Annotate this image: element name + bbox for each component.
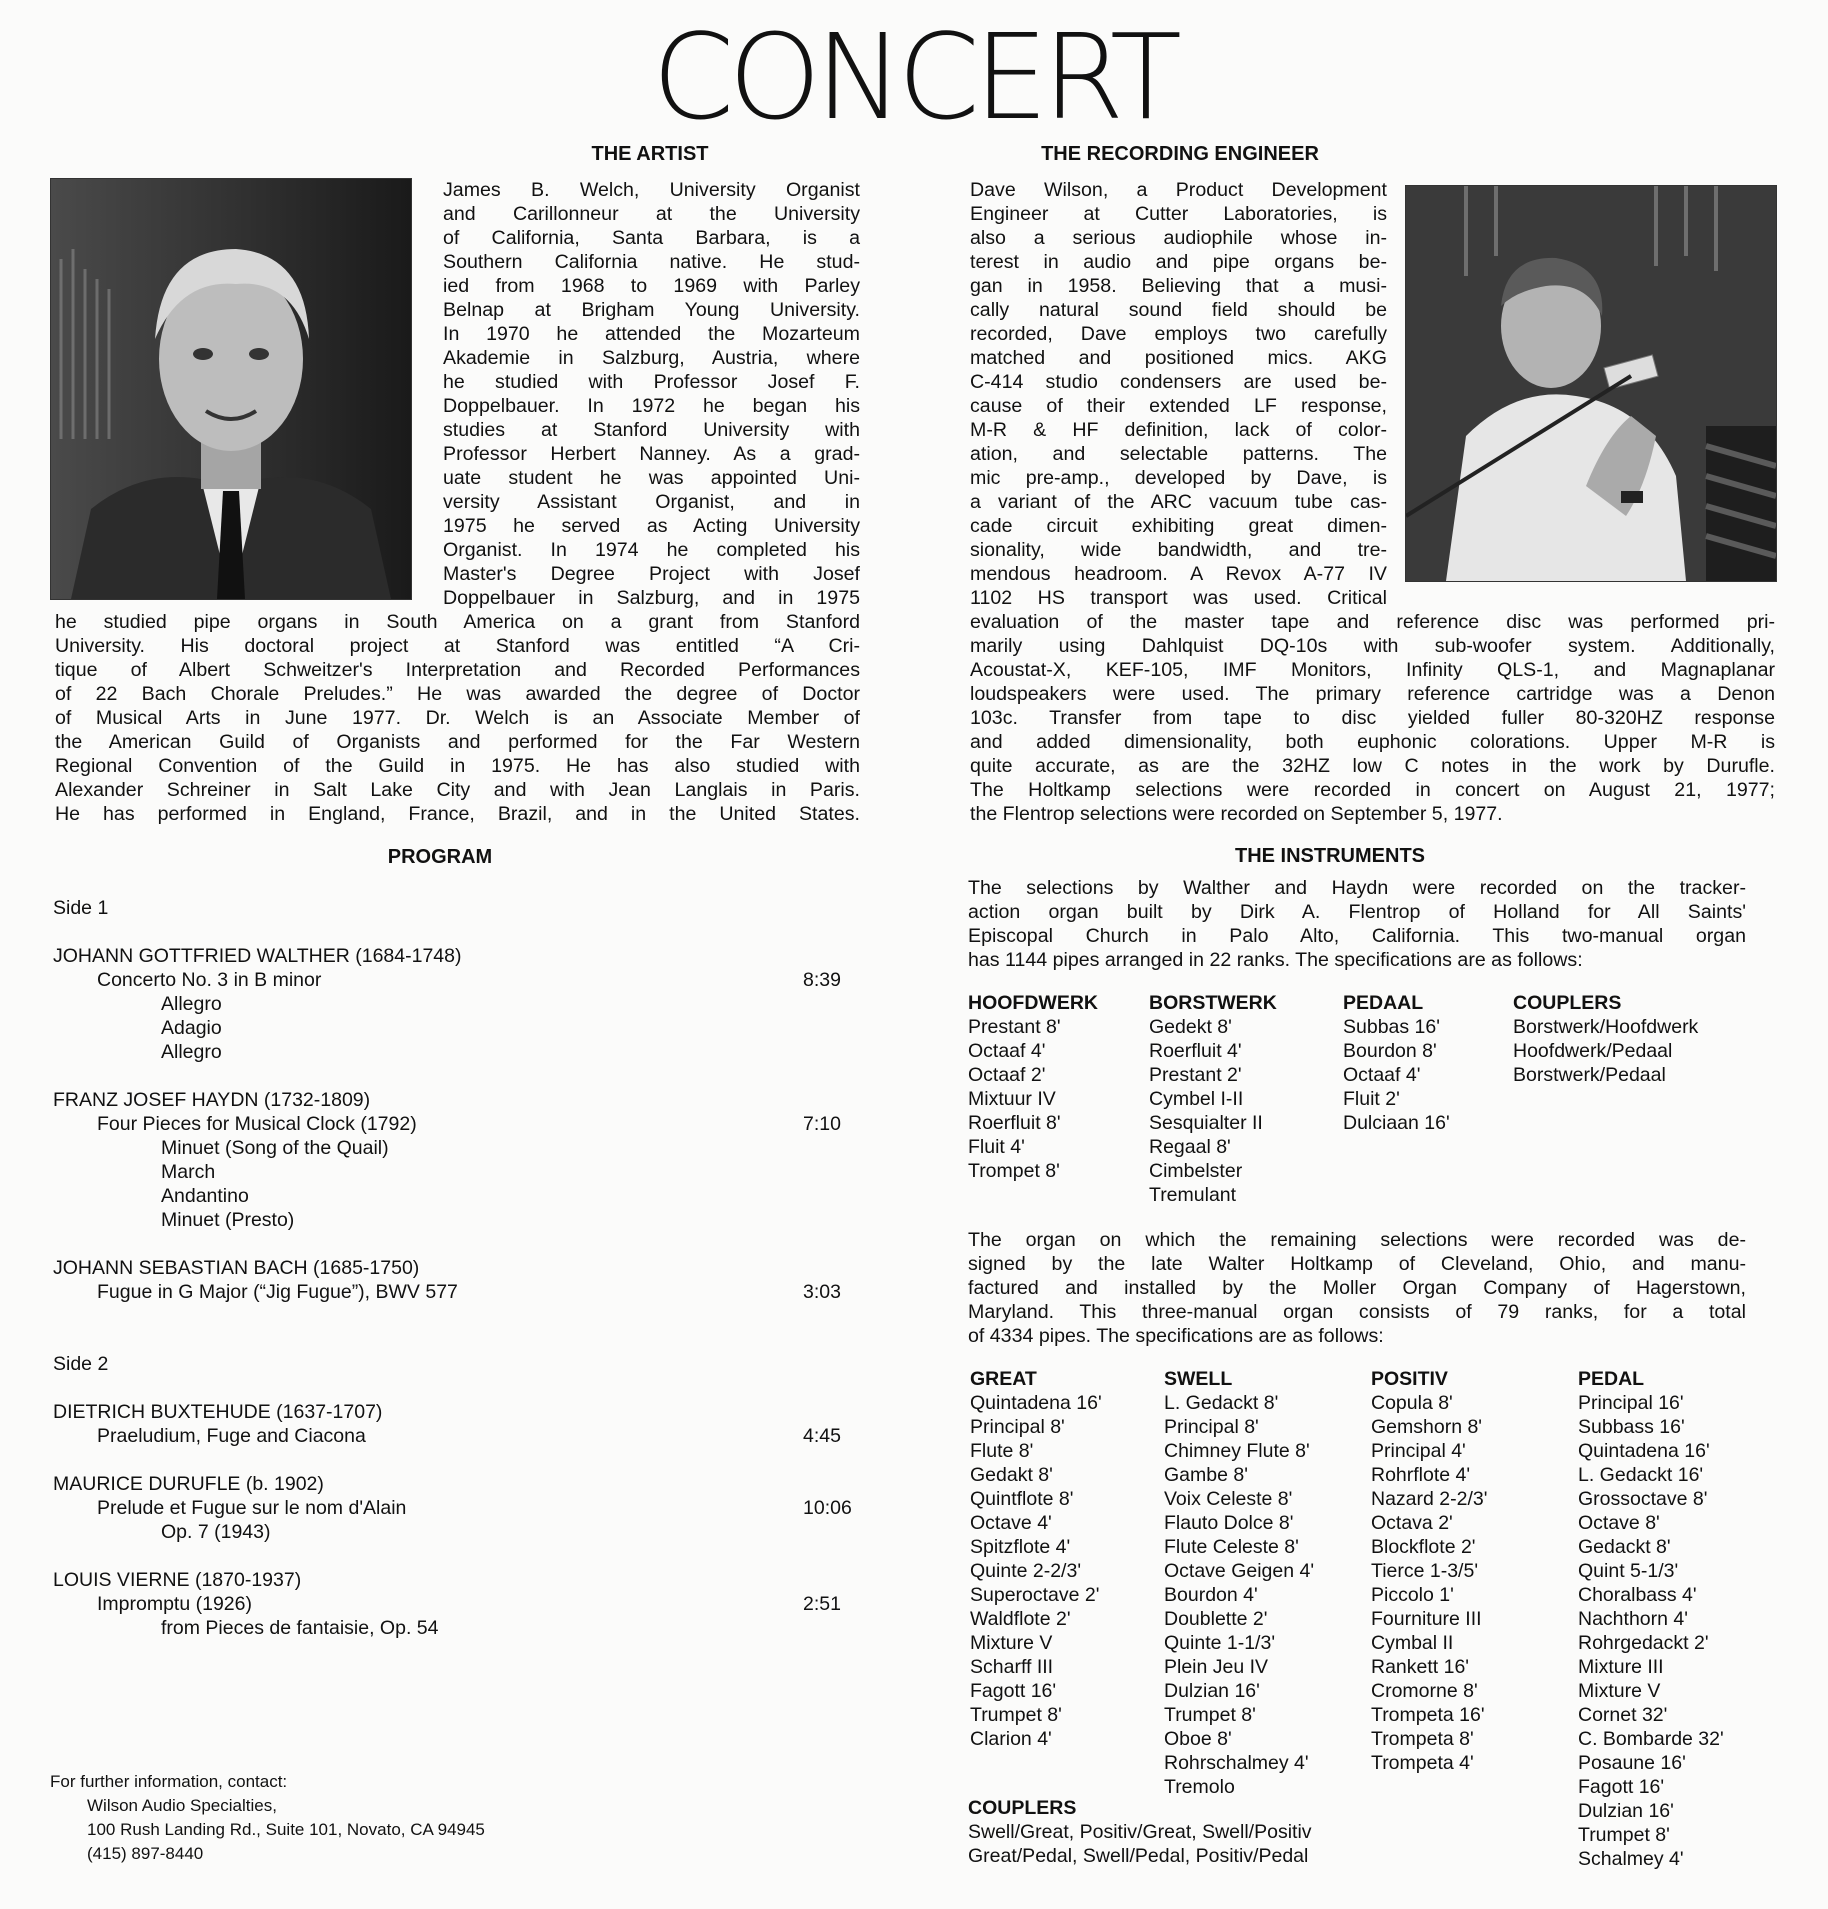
division-hoofdwerk [968, 991, 1098, 1183]
division-couplers [1513, 991, 1698, 1087]
artist-bio-line: Southern California native. He stud- [443, 251, 860, 273]
program-entry-title: Prelude et Fugue sur le nom d'Alain [97, 1497, 407, 1519]
organ-stop: Posaune 16' [1578, 1752, 1686, 1774]
program-entry-title: LOUIS VIERNE (1870-1937) [53, 1569, 302, 1591]
organ-stop: Cymbal II [1371, 1632, 1454, 1654]
flentrop-intro-line: The selections by Walther and Haydn were recorded on the tracker- [968, 877, 1746, 899]
program-entry-title: FRANZ JOSEF HAYDN (1732-1809) [53, 1089, 371, 1111]
organ-stop: Mixture V [970, 1632, 1053, 1654]
program-entry-title: Four Pieces for Musical Clock (1792) [97, 1113, 417, 1135]
program-entry [53, 1616, 873, 1640]
program-entry-duration: 8:39 [803, 969, 841, 991]
concert-logo: CONCERT [652, 8, 1176, 146]
program-entry-title: Op. 7 (1943) [161, 1521, 271, 1543]
organ-stop: Mixture V [1578, 1680, 1661, 1702]
program-entry [53, 1424, 873, 1448]
organ-stop: Cromorne 8' [1371, 1680, 1478, 1702]
holtkamp-intro-line: factured and installed by the Moller Organ Company of Hagerstown, [968, 1277, 1746, 1299]
artist-bio-line: and Carillonneur at the University [443, 203, 860, 225]
organ-stop: L. Gedackt 8' [1164, 1392, 1279, 1414]
organ-stop: Subbas 16' [1343, 1016, 1440, 1038]
artist-bio-line: Akademie in Salzburg, Austria, where [443, 347, 860, 369]
program-entry-title: Fugue in G Major (“Jig Fugue”), BWV 577 [97, 1281, 458, 1303]
program-list [53, 896, 873, 1656]
organ-stop: Principal 8' [970, 1416, 1065, 1438]
artist-bio-line: tique of Albert Schweitzer's Interpretation and Recorded Performances [55, 659, 860, 681]
program-entry-title: Adagio [161, 1017, 222, 1039]
engineer-bio-line: M-R & HF definition, lack of color- [970, 419, 1387, 441]
engineer-bio-line: Engineer at Cutter Laboratories, is [970, 203, 1387, 225]
organ-stop: Tremolo [1164, 1776, 1235, 1798]
organ-stop: Grossoctave 8' [1578, 1488, 1708, 1510]
organ-stop: Trumpet 8' [970, 1704, 1062, 1726]
organ-stop: Regaal 8' [1149, 1136, 1231, 1158]
organ-stop: Mixtuur IV [968, 1088, 1056, 1110]
program-entry [53, 1256, 873, 1280]
organ-stop: Subbass 16' [1578, 1416, 1685, 1438]
engineer-bio-line: cause of their extended LF response, [970, 395, 1387, 417]
program-entry [53, 1112, 873, 1136]
holtkamp-intro-line: of 4334 pipes. The specifications are as follows: [968, 1325, 1384, 1347]
organ-stop: Roerfluit 4' [1149, 1040, 1242, 1062]
program-entry-title: March [161, 1161, 216, 1183]
contact-block [50, 1770, 750, 1866]
program-entry-title: Allegro [161, 1041, 222, 1063]
organ-stop: Gedekt 8' [1149, 1016, 1232, 1038]
program-entry-duration: 10:06 [803, 1497, 852, 1519]
division-heading: GREAT [970, 1368, 1037, 1390]
program-entry-duration: 7:10 [803, 1113, 841, 1135]
program-entry-title: Impromptu (1926) [97, 1593, 252, 1615]
artist-bio-line: versity Assistant Organist, and in [443, 491, 860, 513]
engineer-bio-line: quite accurate, as are the 32HZ low C notes in the work by Durufle. [970, 755, 1775, 777]
organ-stop: Rankett 16' [1371, 1656, 1470, 1678]
engineer-portrait-image [1406, 186, 1776, 581]
organ-stop: Octaaf 4' [1343, 1064, 1421, 1086]
program-entry [53, 1184, 873, 1208]
organ-stop: Trumpet 8' [1164, 1704, 1256, 1726]
organ-stop: Superoctave 2' [970, 1584, 1100, 1606]
artist-bio-line: the American Guild of Organists and performed for the Far Western [55, 731, 860, 753]
organ-stop: Flute Celeste 8' [1164, 1536, 1299, 1558]
engineer-bio-line: cade circuit exhibiting great dimen- [970, 515, 1387, 537]
artist-photo [50, 178, 412, 600]
flentrop-intro [968, 876, 1746, 972]
organ-stop: Voix Celeste 8' [1164, 1488, 1293, 1510]
artist-bio-line: he studied with Professor Josef F. [443, 371, 860, 393]
engineer-bio-line: recorded, Dave employs two carefully [970, 323, 1387, 345]
artist-bio-line: Alexander Schreiner in Salt Lake City and with Jean Langlais in Paris. [55, 779, 860, 801]
program-entry [53, 1472, 873, 1496]
organ-stop: Quintadena 16' [970, 1392, 1102, 1414]
flentrop-intro-line: has 1144 pipes arranged in 22 ranks. The specifications are as follows: [968, 949, 1583, 971]
organ-stop: Tremulant [1149, 1184, 1237, 1206]
organ-stop: C. Bombarde 32' [1578, 1728, 1724, 1750]
program-entry [53, 1520, 873, 1544]
program-entry [53, 1208, 873, 1232]
program-entry-title: DIETRICH BUXTEHUDE (1637-1707) [53, 1401, 383, 1423]
program-entry [53, 1016, 873, 1040]
division-heading: PEDAL [1578, 1368, 1645, 1390]
organ-stop: Fluit 2' [1343, 1088, 1400, 1110]
engineer-bio-line: The Holtkamp selections were recorded in concert on August 21, 1977; [970, 779, 1775, 801]
organ-stop: Bourdon 4' [1164, 1584, 1258, 1606]
artist-bio-line: of Musical Arts in June 1977. Dr. Welch is an Associate Member of [55, 707, 860, 729]
artist-bio-line: 1975 he served as Acting University [443, 515, 860, 537]
program-entry [53, 896, 873, 920]
engineer-bio [970, 178, 1387, 610]
engineer-heading: THE RECORDING ENGINEER [1041, 143, 1319, 165]
engineer-bio-line: evaluation of the master tape and reference disc was performed pri- [970, 611, 1775, 633]
program-entry [53, 1352, 873, 1376]
contact-intro: For further information, contact: [50, 1772, 288, 1791]
division-heading: SWELL [1164, 1368, 1233, 1390]
organ-stop: Fagott 16' [1578, 1776, 1665, 1798]
program-entry [53, 1568, 873, 1592]
engineer-bio-line: Acoustat-X, KEF-105, IMF Monitors, Infinity QLS-1, and Magnaplanar [970, 659, 1775, 681]
program-entry-title: JOHANN GOTTFRIED WALTHER (1684-1748) [53, 945, 462, 967]
organ-stop: Oboe 8' [1164, 1728, 1232, 1750]
artist-bio-line: James B. Welch, University Organist [443, 179, 860, 201]
engineer-bio-line: loudspeakers were used. The primary reference cartridge was a Denon [970, 683, 1775, 705]
organ-stop: Tierce 1-3/5' [1371, 1560, 1479, 1582]
artist-bio-line: In 1970 he attended the Mozarteum [443, 323, 860, 345]
program-entry-title: Side 1 [53, 897, 109, 919]
division-heading: BORSTWERK [1149, 992, 1277, 1014]
program-entry-title: Concerto No. 3 in B minor [97, 969, 322, 991]
engineer-bio-line: mic pre-amp., developed by Dave, is [970, 467, 1387, 489]
holtkamp-intro-line: The organ on which the remaining selections were recorded was de- [968, 1229, 1746, 1251]
organ-stop: Principal 4' [1371, 1440, 1466, 1462]
organ-stop: Gedackt 8' [1578, 1536, 1671, 1558]
program-entry [53, 944, 873, 968]
flentrop-intro-line: action organ built by Dirk A. Flentrop of Holland for All Saints' [968, 901, 1746, 923]
organ-stop: Dulzian 16' [1578, 1800, 1674, 1822]
organ-stop: Trompet 8' [968, 1160, 1060, 1182]
organ-stop: Nachthorn 4' [1578, 1608, 1688, 1630]
contact-address: 100 Rush Landing Rd., Suite 101, Novato, CA 94945 [87, 1820, 485, 1839]
organ-stop: Dulciaan 16' [1343, 1112, 1450, 1134]
program-entry-title: Praeludium, Fuge and Ciacona [97, 1425, 366, 1447]
organ-stop: Prestant 2' [1149, 1064, 1242, 1086]
organ-stop: Cimbelster [1149, 1160, 1243, 1182]
contact-phone: (415) 897-8440 [87, 1844, 204, 1863]
organ-stop: Flute 8' [970, 1440, 1034, 1462]
organ-stop: Schalmey 4' [1578, 1848, 1684, 1870]
artist-bio-line: studies at Stanford University with [443, 419, 860, 441]
organ-stop: Hoofdwerk/Pedaal [1513, 1040, 1673, 1062]
engineer-bio-line: terest in audio and pipe organs be- [970, 251, 1387, 273]
artist-bio [443, 178, 860, 610]
couplers-heading: COUPLERS [968, 1797, 1077, 1819]
artist-bio-line: Master's Degree Project with Josef [443, 563, 860, 585]
artist-bio-line: Professor Herbert Nanney. As a grad- [443, 443, 860, 465]
division-heading: HOOFDWERK [968, 992, 1098, 1014]
engineer-bio-line: the Flentrop selections were recorded on September 5, 1977. [970, 803, 1503, 825]
artist-bio-line: Belnap at Brigham Young University. [443, 299, 860, 321]
coupler-line: Swell/Great, Positiv/Great, Swell/Positiv [968, 1821, 1312, 1843]
division-heading: COUPLERS [1513, 992, 1622, 1014]
program-entry-duration: 2:51 [803, 1593, 841, 1615]
engineer-bio-line: C-414 studio condensers are used be- [970, 371, 1387, 393]
program-heading: PROGRAM [387, 846, 493, 868]
organ-stop: Quintadena 16' [1578, 1440, 1710, 1462]
artist-bio-line: Doppelbauer in Salzburg, and in 1975 [443, 587, 860, 609]
artist-bio-line: Doppelbauer. In 1972 he began his [443, 395, 860, 417]
artist-bio-line: He has performed in England, France, Brazil, and in the United States. [55, 803, 860, 825]
engineer-bio-line: and added dimensionality, both euphonic colorations. Upper M-R is [970, 731, 1775, 753]
artist-bio-continued [55, 610, 860, 826]
division-swell [1164, 1367, 1314, 1799]
organ-stop: Doublette 2' [1164, 1608, 1268, 1630]
engineer-bio-line: matched and positioned mics. AKG [970, 347, 1387, 369]
program-entry-title: from Pieces de fantaisie, Op. 54 [161, 1617, 439, 1639]
holtkamp-intro-line: Maryland. This three-manual organ consists of 79 ranks, for a total [968, 1301, 1746, 1323]
organ-stop: Rohrschalmey 4' [1164, 1752, 1309, 1774]
organ-stop: Choralbass 4' [1578, 1584, 1697, 1606]
artist-bio-line: ied from 1968 to 1969 with Parley [443, 275, 860, 297]
engineer-bio-line: Dave Wilson, a Product Development [970, 179, 1387, 201]
organ-stop: Dulzian 16' [1164, 1680, 1260, 1702]
flentrop-specs [968, 991, 1768, 1211]
program-entry [53, 1136, 873, 1160]
organ-stop: Scharff III [970, 1656, 1054, 1678]
organ-stop: Trompeta 8' [1371, 1728, 1474, 1750]
engineer-bio-line: mendous headroom. A Revox A-77 IV [970, 563, 1387, 585]
artist-bio-line: of 22 Bach Chorale Preludes.” He was awarded the degree of Doctor [55, 683, 860, 705]
program-entry-title: Side 2 [53, 1353, 109, 1375]
program-entry [53, 1040, 873, 1064]
organ-stop: Fluit 4' [968, 1136, 1025, 1158]
organ-stop: Quintflote 8' [970, 1488, 1074, 1510]
organ-stop: Cymbel I-II [1149, 1088, 1244, 1110]
program-entry-title: Andantino [161, 1185, 249, 1207]
program-entry-title: JOHANN SEBASTIAN BACH (1685-1750) [53, 1257, 420, 1279]
organ-stop: L. Gedackt 16' [1578, 1464, 1704, 1486]
organ-stop: Borstwerk/Pedaal [1513, 1064, 1666, 1086]
division-positiv [1371, 1367, 1487, 1775]
organ-stop: Trompeta 4' [1371, 1752, 1474, 1774]
program-entry [53, 992, 873, 1016]
program-entry-duration: 4:45 [803, 1425, 841, 1447]
program-entry [53, 968, 873, 992]
engineer-bio-line: marily using Dahlquist DQ-10s with sub-woofer system. Additionally, [970, 635, 1775, 657]
organ-stop: Roerfluit 8' [968, 1112, 1061, 1134]
organ-stop: Sesquialter II [1149, 1112, 1263, 1134]
organ-stop: Octava 2' [1371, 1512, 1453, 1534]
program-entry-title: MAURICE DURUFLE (b. 1902) [53, 1473, 324, 1495]
organ-stop: Rohrflote 4' [1371, 1464, 1471, 1486]
engineer-bio-line: gan in 1958. Believing that a musi- [970, 275, 1387, 297]
artist-bio-line: he studied pipe organs in South America on a grant from Stanford [55, 611, 860, 633]
organ-stop: Octaaf 4' [968, 1040, 1046, 1062]
artist-bio-line: Regional Convention of the Guild in 1975. He has also studied with [55, 755, 860, 777]
organ-stop: Bourdon 8' [1343, 1040, 1437, 1062]
organ-stop: Prestant 8' [968, 1016, 1061, 1038]
program-entry-duration: 3:03 [803, 1281, 841, 1303]
division-pedaal [1343, 991, 1450, 1135]
organ-stop: Borstwerk/Hoofdwerk [1513, 1016, 1699, 1038]
division-pedal [1578, 1367, 1724, 1871]
coupler-line: Great/Pedal, Swell/Pedal, Positiv/Pedal [968, 1845, 1309, 1867]
division-heading: PEDAAL [1343, 992, 1424, 1014]
organ-stop: Octave 4' [970, 1512, 1052, 1534]
program-entry-title: Minuet (Song of the Quail) [161, 1137, 389, 1159]
organ-stop: Quint 5-1/3' [1578, 1560, 1679, 1582]
artist-bio-line: uate student he was appointed Uni- [443, 467, 860, 489]
organ-stop: Principal 8' [1164, 1416, 1259, 1438]
program-entry [53, 1496, 873, 1520]
organ-stop: Cornet 32' [1578, 1704, 1668, 1726]
division-borstwerk [1149, 991, 1277, 1207]
organ-stop: Plein Jeu IV [1164, 1656, 1269, 1678]
flentrop-intro-line: Episcopal Church in Palo Alto, California. This two-manual organ [968, 925, 1746, 947]
program-entry [53, 1592, 873, 1616]
organ-stop: Mixture III [1578, 1656, 1664, 1678]
organ-stop: Clarion 4' [970, 1728, 1052, 1750]
engineer-bio-line: 1102 HS transport was used. Critical [970, 587, 1387, 609]
organ-stop: Blockflote 2' [1371, 1536, 1476, 1558]
organ-stop: Flauto Dolce 8' [1164, 1512, 1294, 1534]
artist-bio-line: Organist. In 1974 he completed his [443, 539, 860, 561]
organ-stop: Gedakt 8' [970, 1464, 1053, 1486]
engineer-bio-line: 103c. Transfer from tape to disc yielded fuller 80-320HZ response [970, 707, 1775, 729]
organ-stop: Piccolo 1' [1371, 1584, 1454, 1606]
engineer-bio-line: also a serious audiophile whose in- [970, 227, 1387, 249]
holtkamp-couplers [968, 1796, 1368, 1868]
organ-stop: Chimney Flute 8' [1164, 1440, 1310, 1462]
organ-stop: Octave 8' [1578, 1512, 1660, 1534]
division-heading: POSITIV [1371, 1368, 1448, 1390]
organ-stop: Nazard 2-2/3' [1371, 1488, 1488, 1510]
organ-stop: Rohrgedackt 2' [1578, 1632, 1709, 1654]
organ-stop: Fagott 16' [970, 1680, 1057, 1702]
program-entry [53, 1088, 873, 1112]
artist-bio-line: University. His doctoral project at Stanford was entitled “A Cri- [55, 635, 860, 657]
program-entry-title: Minuet (Presto) [161, 1209, 295, 1231]
organ-stop: Waldflote 2' [970, 1608, 1071, 1630]
engineer-photo [1405, 185, 1777, 582]
organ-stop: Quinte 2-2/3' [970, 1560, 1082, 1582]
engineer-bio-line: sionality, wide bandwidth, and tre- [970, 539, 1387, 561]
organ-stop: Copula 8' [1371, 1392, 1453, 1414]
program-entry-title: Allegro [161, 993, 222, 1015]
organ-stop: Trumpet 8' [1578, 1824, 1670, 1846]
engineer-bio-line: cally natural sound field should be [970, 299, 1387, 321]
engineer-bio-continued [970, 610, 1775, 826]
artist-portrait-image [51, 179, 411, 599]
organ-stop: Octaaf 2' [968, 1064, 1046, 1086]
organ-stop: Gemshorn 8' [1371, 1416, 1483, 1438]
program-entry [53, 1400, 873, 1424]
organ-stop: Fourniture III [1371, 1608, 1482, 1630]
holtkamp-intro-line: signed by the late Walter Holtkamp of Cleveland, Ohio, and manu- [968, 1253, 1746, 1275]
organ-stop: Spitzflote 4' [970, 1536, 1071, 1558]
holtkamp-intro [968, 1228, 1746, 1348]
program-entry [53, 1280, 873, 1304]
organ-stop: Octave Geigen 4' [1164, 1560, 1315, 1582]
artist-heading: THE ARTIST [591, 143, 709, 165]
program-entry [53, 1160, 873, 1184]
artist-bio-line: of California, Santa Barbara, is a [443, 227, 860, 249]
division-great [970, 1367, 1102, 1751]
engineer-bio-line: ation, and selectable patterns. The [970, 443, 1387, 465]
organ-stop: Trompeta 16' [1371, 1704, 1485, 1726]
contact-company: Wilson Audio Specialties, [87, 1796, 277, 1815]
instruments-heading: THE INSTRUMENTS [1235, 845, 1425, 867]
organ-stop: Quinte 1-1/3' [1164, 1632, 1276, 1654]
organ-stop: Principal 16' [1578, 1392, 1684, 1414]
organ-stop: Gambe 8' [1164, 1464, 1248, 1486]
engineer-bio-line: a variant of the ARC vacuum tube cas- [970, 491, 1387, 513]
